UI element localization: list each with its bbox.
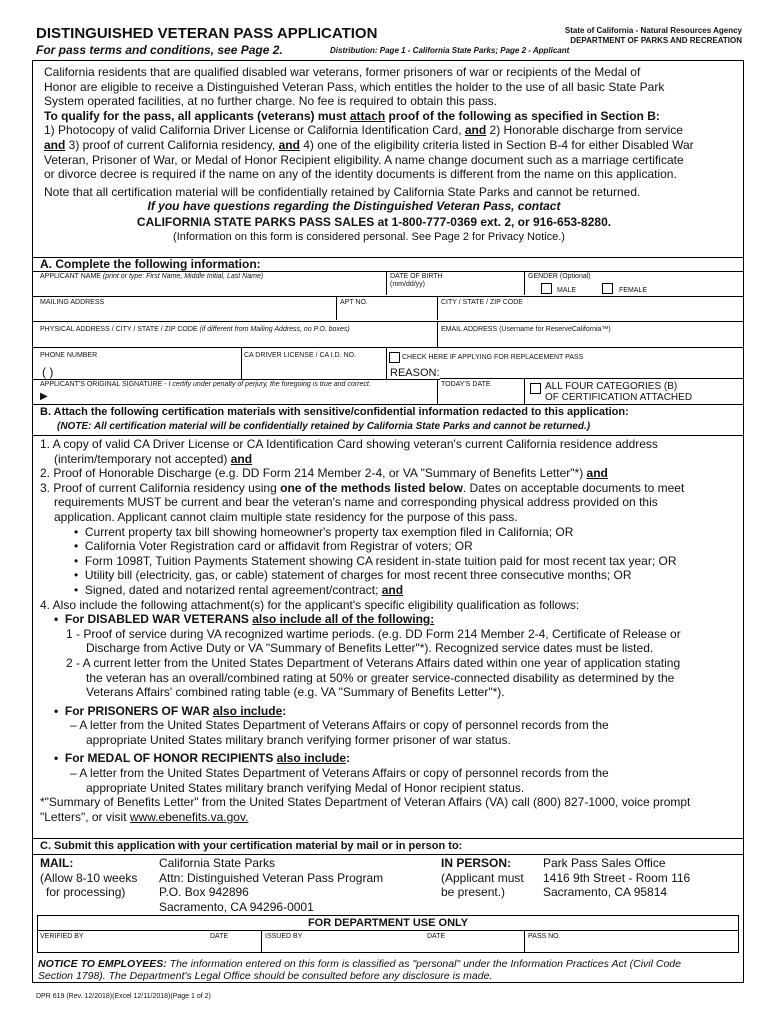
contact-line: CALIFORNIA STATE PARKS PASS SALES at 1-800-777-0369 ext. 2, or 916-653-8280. (136, 214, 612, 229)
reason-label: REASON: (390, 367, 440, 379)
dwv-item: 1 - Proof of service during VA recognized wartime periods. (e.g. DD Form 214 Member 2-4, Certificate of Release or (66, 626, 681, 641)
requirements-line: Veteran, Prisoner of War, or Medal of Honor Recipient eligibility. A name change document such as a marriage certificate (44, 152, 684, 167)
dwv-item-cont: Veterans Affairs' combined rating table (e.g. VA "Summary of Benefits Letter"*). (86, 685, 505, 700)
section-c-heading: C. Submit this application with your certification material by mail or in person to: (40, 840, 463, 852)
intro-line: System operated facilities, at no further charge. No fee is required to obtain this pass. (44, 94, 497, 109)
intro-line: California residents that are qualified disabled war veterans, former prisoners of war or recipients of the Medal of (44, 65, 641, 79)
replacement-label: CHECK HERE IF APPLYING FOR REPLACEMENT PASS (402, 354, 584, 361)
physical-address-label: PHYSICAL ADDRESS / CITY / STATE / ZIP CODE (if different from Mailing Address, no P.O. boxes) (40, 326, 350, 333)
confidential-note: Note that all certification material will be confidentially retained by California State Parks and cannot be returned. (44, 184, 641, 199)
signature-arrow-icon: ▶ (40, 391, 48, 402)
all-four-checkbox[interactable] (530, 383, 541, 394)
form-title: DISTINGUISHED VETERAN PASS APPLICATION (36, 25, 378, 42)
pow-heading: • For PRISONERS OF WAR also include: (54, 703, 287, 718)
residency-bullet: • California Voter Registration card or affidavit from Registrar of voters; OR (74, 539, 473, 554)
male-checkbox[interactable] (541, 283, 552, 294)
mailing-address-label: MAILING ADDRESS (40, 299, 105, 306)
qualify-line: To qualify for the pass, all applicants (veterans) must attach proof of the following as specified in Section B: (44, 108, 660, 123)
item-1: 1. A copy of valid CA Driver License or CA Identification Card showing veteran's current California residence address (40, 437, 658, 451)
privacy-line: (Information on this form is considered personal. See Page 2 for Privacy Notice.) (173, 230, 565, 243)
requirements-line: and 3) proof of current California residency, and 4) one of the eligibility criteria listed in Section B-4 for either Disabled War (44, 137, 694, 152)
male-label: MALE (557, 287, 577, 294)
phone-label: PHONE NUMBER (40, 352, 98, 359)
dept-heading: FOR DEPARTMENT USE ONLY (307, 917, 469, 929)
agency-line-2: DEPARTMENT OF PARKS AND RECREATION (570, 36, 742, 45)
form-subtitle: For pass terms and conditions, see Page 2. (36, 43, 283, 57)
section-b-body (40, 437, 740, 824)
residency-bullet: • Signed, dated and notarized rental agreement/contract; and (74, 582, 404, 597)
replacement-checkbox[interactable] (389, 352, 400, 363)
ebenefits-link[interactable]: www.ebenefits.va.gov. (129, 809, 249, 824)
intro (44, 65, 744, 244)
section-b-heading: B. Attach the following certification materials with sensitive/confidential information redacted to this application: (40, 406, 629, 418)
residency-bullet: • Utility bill (electricity, gas, or cable) statement of charges for most recent three consecutive months; OR (74, 568, 632, 583)
office-address: Park Pass Sales Office 1416 9th Street - Room 116 Sacramento, CA 95814 (543, 856, 691, 900)
inperson-block: IN PERSON: (Applicant must be present.) (441, 856, 524, 900)
notice: NOTICE TO EMPLOYEES: The information entered on this form is classified as "personal" under the Information Practices Act (Civil Code Section 1798). The Department's Legal Office should be consulted before any disclosure is made. (38, 958, 681, 982)
item-4: 4. Also include the following attachment(s) for the applicant's specific eligibility qualification as follows: (40, 597, 580, 612)
date2-label: DATE (427, 933, 446, 940)
residency-bullet: • Form 1098T, Tuition Payments Statement showing CA resident in-state tuition paid for most recent tax year; OR (74, 553, 677, 568)
residency-bullet: • Current property tax bill showing homeowner's property tax exemption filed in California; OR (74, 524, 574, 539)
inperson-label: IN PERSON: (441, 856, 512, 870)
item-1-cont: (interim/temporary not accepted) and (54, 451, 253, 466)
all-four-label: ALL FOUR CATEGORIES (B) OF CERTIFICATION ATTACHED (545, 381, 693, 403)
apt-label: APT NO. (340, 299, 368, 306)
requirements-line: 1) Photocopy of valid California Driver License or California Identification Card, and 2) Honorable discharge from service (44, 123, 683, 138)
form-footer: DPR 619 (Rev. 12/2018)(Excel 12/11/2018)(Page 1 of 2) (36, 993, 211, 1000)
item-3-cont: requirements MUST be current and bear the veteran's name and corresponding physical address provided on this (54, 495, 658, 510)
agency-line-1: State of California - Natural Resources Agency (564, 26, 742, 35)
benefits-footnote: "Letters", or visit www.ebenefits.va.gov. (40, 809, 249, 824)
moh-item: – A letter from the United States Department of Veterans Affairs or copy of personnel records from the (70, 766, 609, 781)
dob-label: DATE OF BIRTH (mm/dd/yy) (390, 273, 443, 288)
signature-label: APPLICANT'S ORIGINAL SIGNATURE - I certify under penalty of perjury, the foregoing is true and correct. (40, 381, 371, 388)
gender-label: GENDER (Optional) (528, 273, 591, 280)
questions-line: If you have questions regarding the Distinguished Veteran Pass, contact (147, 199, 561, 214)
pow-item-cont: appropriate United States military branch verifying former prisoner of war status. (86, 732, 511, 747)
item-3-cont: application. Applicant cannot claim multiple state residency for the purpose of this pass. (54, 509, 518, 524)
pass-no-label: PASS NO. (528, 933, 561, 940)
mail-block (40, 856, 137, 900)
moh-item-cont: appropriate United States military branch verifying Medal of Honor recipient status. (86, 780, 525, 795)
pow-item: – A letter from the United States Department of Veterans Affairs or copy of personnel records from the (70, 718, 609, 733)
dwv-item-cont: Discharge from Active Duty or VA "Summary of Benefits Letter"*). Recognized service dates must be listed. (86, 641, 654, 656)
section-a-heading: A. Complete the following information: (40, 257, 261, 271)
license-label: CA DRIVER LICENSE / CA I.D. NO. (244, 352, 357, 359)
mail-address: California State Parks Attn: Distinguished Veteran Pass Program P.O. Box 942896 Sacramento, CA 94296-0001 (159, 856, 384, 914)
email-label: EMAIL ADDRESS (Username for ReserveCalifornia™) (441, 326, 611, 333)
phone-paren: ( ) (42, 365, 54, 379)
city-label: CITY / STATE / ZIP CODE (441, 299, 523, 306)
item-2: 2. Proof of Honorable Discharge (e.g. DD Form 214 Member 2-4, or VA "Summary of Benefits Letter"*) and (40, 466, 608, 481)
moh-heading: • For MEDAL OF HONOR RECIPIENTS also include: (54, 751, 351, 766)
benefits-footnote: *"Summary of Benefits Letter" from the United States Department of Veteran Affairs (VA) call (800) 827-1000, voice prompt (40, 795, 691, 810)
item-3: 3. Proof of current California residency using one of the methods listed below. Dates on acceptable documents to meet (40, 480, 685, 495)
verified-label: VERIFIED BY (40, 933, 84, 940)
female-label: FEMALE (619, 287, 648, 294)
mail-label: MAIL: (40, 856, 74, 870)
requirements-line: or divorce decree is required if the name on any of the identity documents is different from the name on this application. (44, 167, 677, 182)
distribution-note: Distribution: Page 1 - California State Parks; Page 2 - Applicant (330, 46, 570, 55)
date-label: DATE (210, 933, 229, 940)
dwv-item: 2 - A current letter from the United States Department of Veterans Affairs dated within one year of application stating (66, 655, 681, 670)
section-b-note: (NOTE: All certification material will be confidentially retained by California State Parks and cannot be returned.) (57, 421, 591, 432)
issued-label: ISSUED BY (265, 933, 303, 940)
mail-note: for processing) (46, 885, 126, 900)
intro-line: Honor are eligible to receive a Distinguished Veteran Pass, which entitles the holder to the use of all basic State Park (44, 79, 665, 94)
mail-note: (Allow 8-10 weeks (40, 870, 138, 885)
dwv-item-cont: the veteran has an overall/combined rating at 50% or greater service-connected disability as determined by the (86, 670, 675, 685)
applicant-name-label: APPLICANT NAME (print or type: First Name, Middle Initial, Last Name) (40, 273, 264, 280)
todays-date-label: TODAY'S DATE (441, 381, 491, 388)
female-checkbox[interactable] (602, 283, 613, 294)
dwv-heading: • For DISABLED WAR VETERANS also include all of the following: (54, 612, 435, 627)
